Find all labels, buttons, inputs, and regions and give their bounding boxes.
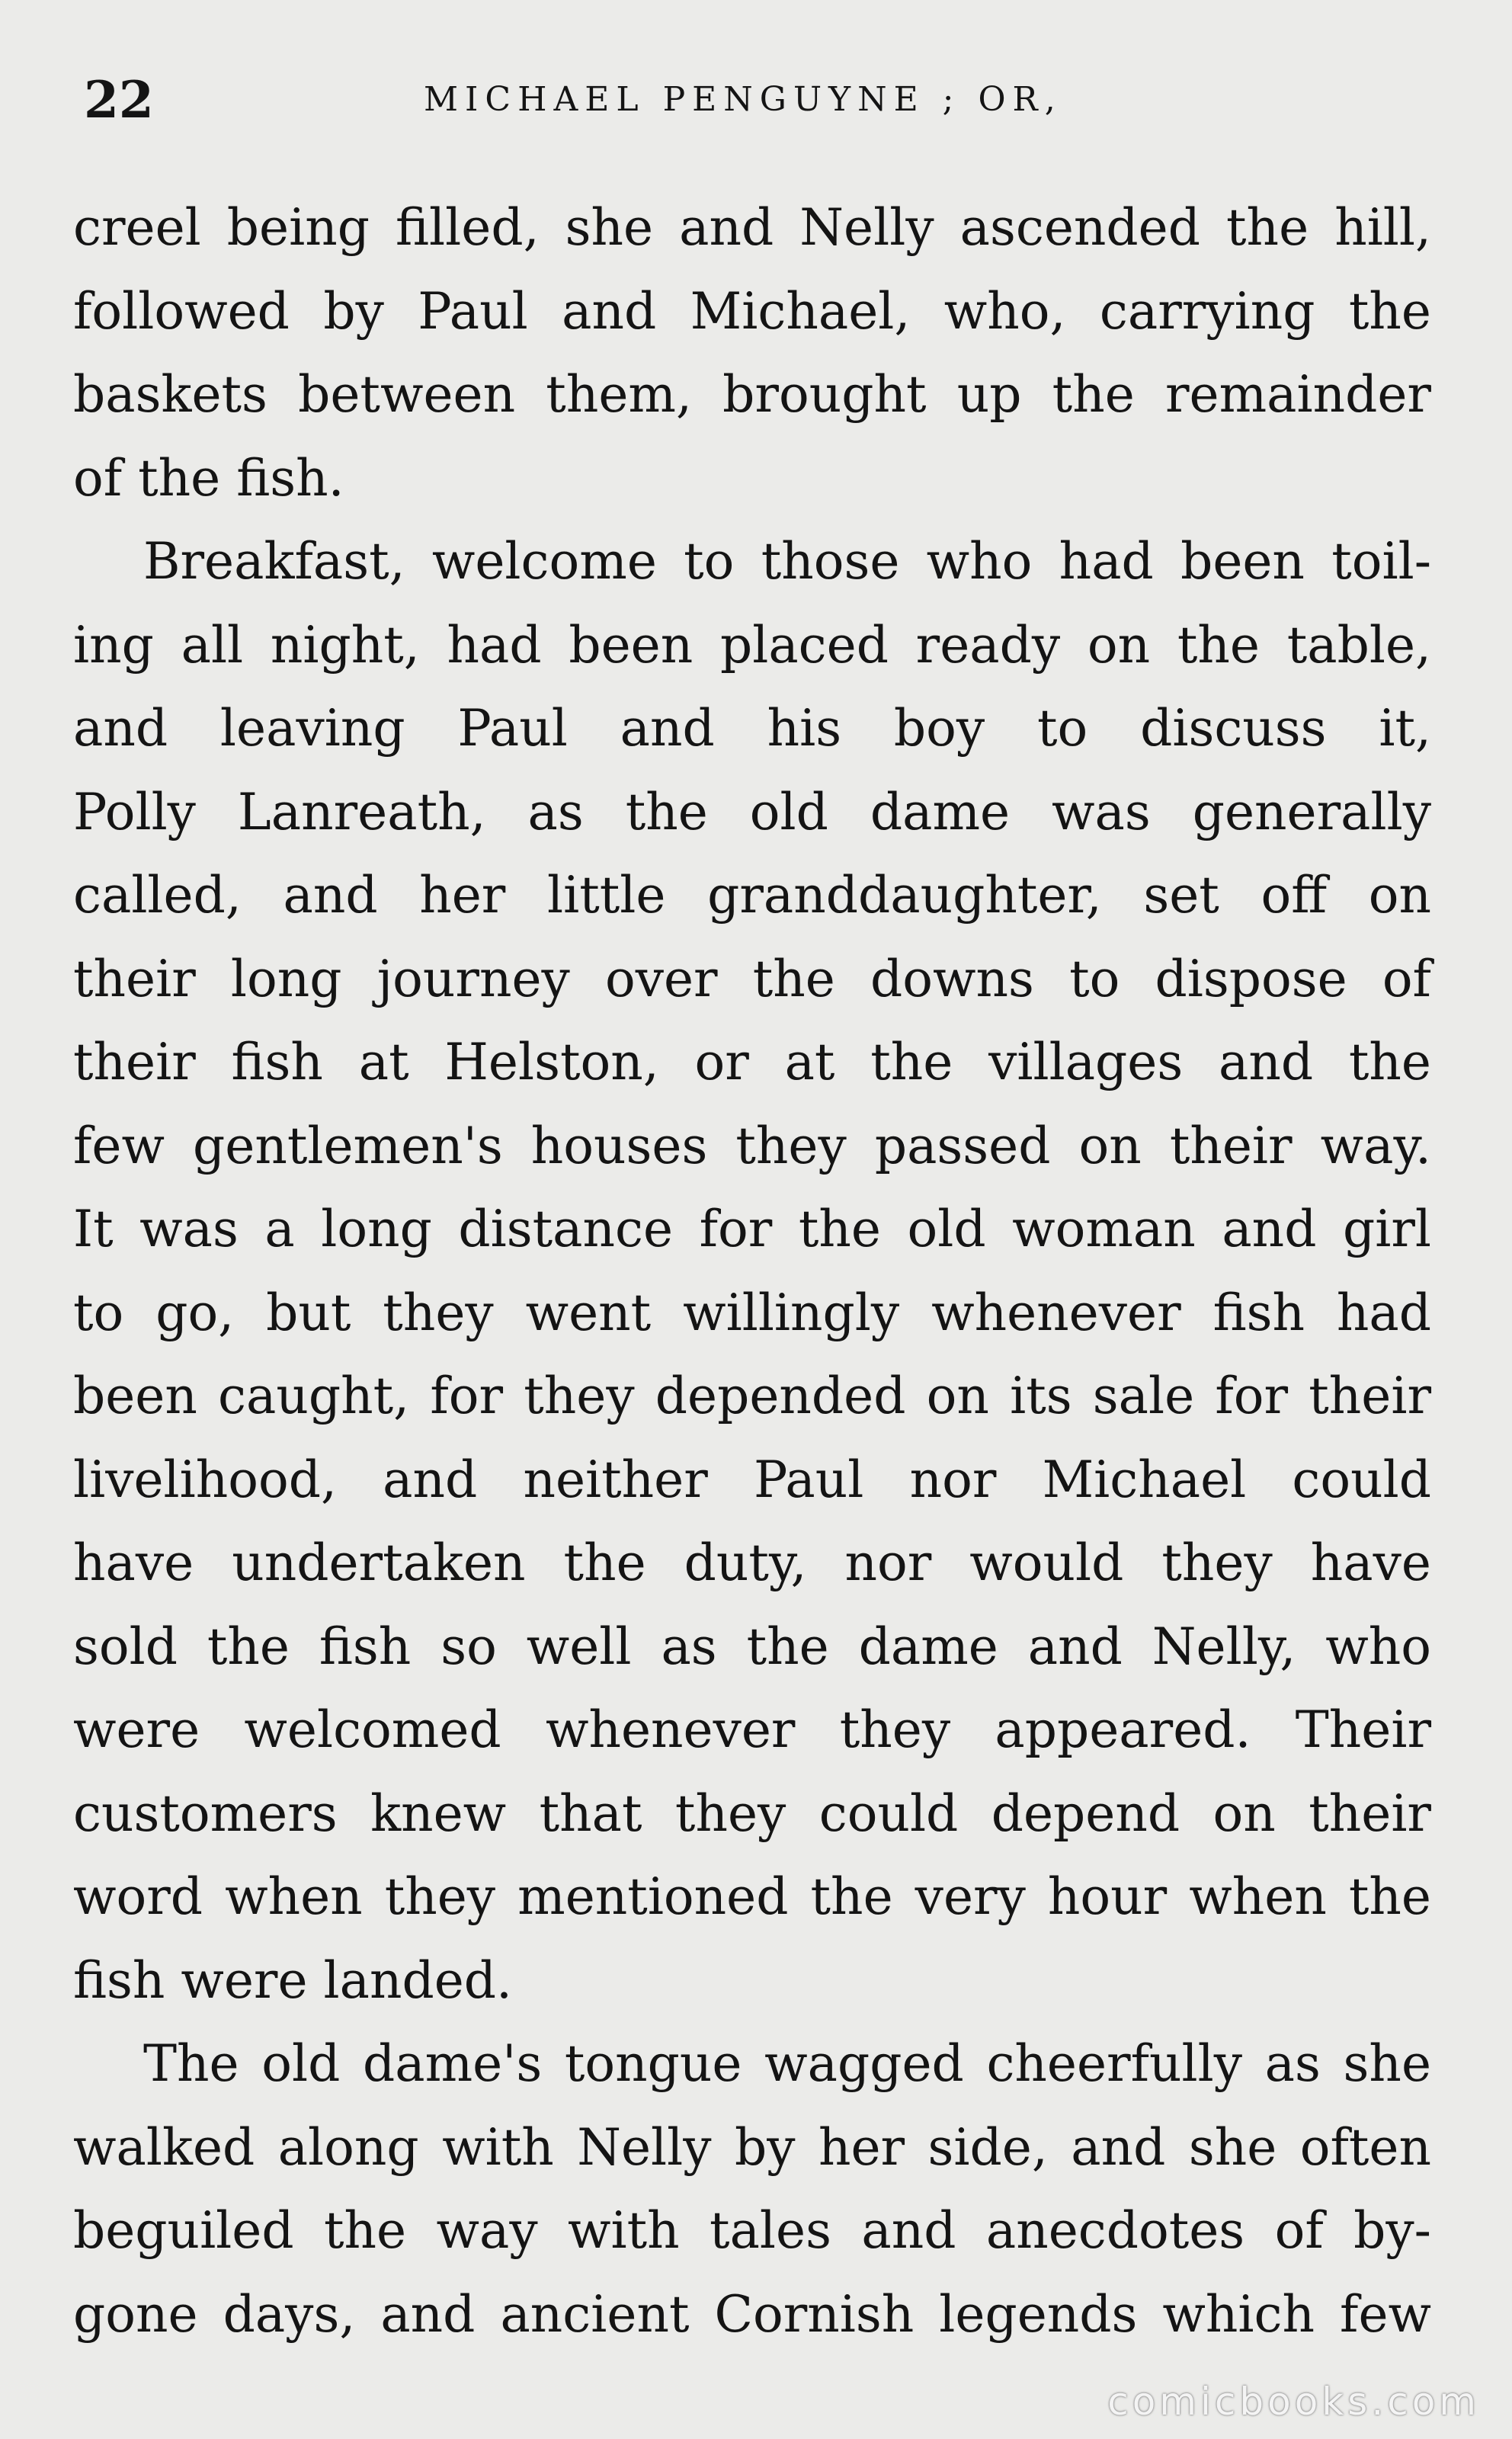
text-line: their fish at Helston, or at the villages and the [73,1033,1431,1091]
paragraph-start-line: The old dame's tongue wagged cheerfully as she [143,2034,1431,2093]
text-line: of the fish. [73,448,344,508]
text-line: It was a long distance for the old woman and girl [73,1200,1431,1258]
text-line: been caught, for they depended on its sale for their [73,1367,1431,1425]
text-line: baskets between them, brought up the remainder [73,365,1431,424]
body-text [73,186,1431,2356]
text-line: walked along with Nelly by her side, and she often [73,2117,1431,2177]
text-line: livelihood, and neither Paul nor Michael could [73,1450,1431,1509]
watermark: comicbooks.com [1107,2380,1480,2424]
text-line: and leaving Paul and his boy to discuss it, [73,699,1431,758]
text-line: gone days, and ancient Cornish legends which few [73,2284,1431,2344]
text-line: ing all night, had been placed ready on the table, [73,615,1431,675]
text-line: to go, but they went willingly whenever fish had [73,1283,1431,1342]
running-title: MICHAEL PENGUYNE ; OR, [424,80,1062,119]
text-line: their long journey over the downs to dispose of [73,949,1431,1008]
text-line: customers knew that they could depend on their [73,1784,1431,1843]
page-header [73,66,1445,134]
text-line: were welcomed whenever they appeared. Their [73,1700,1431,1759]
text-line: fish were landed. [73,1950,513,2010]
page-number: 22 [84,70,154,130]
text-line: have undertaken the duty, nor would they have [73,1534,1431,1592]
paragraph-start-line: Breakfast, welcome to those who had been toil- [143,532,1431,591]
text-line: called, and her little granddaughter, set off on [73,866,1431,925]
text-line: sold the fish so well as the dame and Nelly, who [73,1617,1431,1676]
text-line: word when they mentioned the very hour when the [73,1867,1431,1926]
text-line: few gentlemen's houses they passed on their way. [73,1116,1431,1175]
text-line: Polly Lanreath, as the old dame was generally [73,782,1431,841]
text-line: creel being filled, she and Nelly ascended the hill, [73,198,1431,257]
text-line: beguiled the way with tales and anecdotes of by- [73,2201,1431,2260]
text-line: followed by Paul and Michael, who, carrying the [73,281,1431,341]
